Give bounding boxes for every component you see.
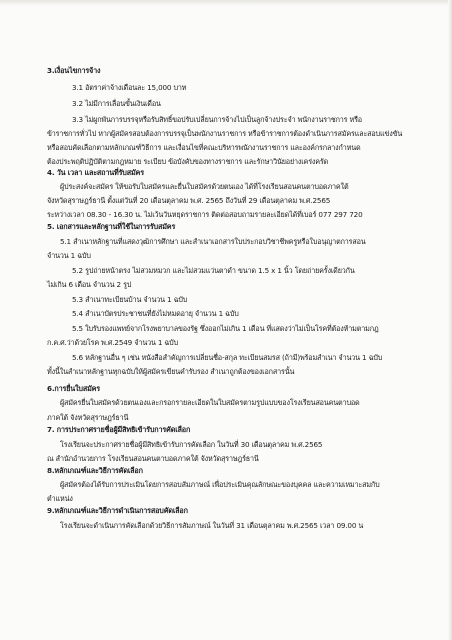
section-3-3-line2: ข้าราชการทั่วไป หากผู้สมัครสอบต้องการบรรจุเป็นพนักงานราชการ หรือข้าราชการต้องดำเนินการสมัครและสอบแข่งขัน: [47, 129, 403, 138]
section-6-line2: ภาคใต้ จังหวัดสุราษฎร์ธานี: [47, 413, 129, 422]
section-5-5-line1: 5.5 ใบรับรองแพทย์จากโรงพยาบาลของรัฐ ซึ่งออกไม่เกิน 1 เดือน ที่แสดงว่าไม่เป็นโรคที่ต้องห้ามตามกฎ: [72, 324, 379, 333]
section-5-5-line2: ก.ค.ศ.ว่าด้วยโรค พ.ศ.2549 จำนวน 1 ฉบับ: [47, 338, 178, 347]
section-7-heading: 7. การประกาศรายชื่อผู้มีสิทธิเข้ารับการคัดเลือก: [47, 425, 191, 434]
section-3-3-line1: 3.3 ไม่ผูกพันการบรรจุหรือรับสิทธิ์ขอปรับเปลี่ยนการจ้างไปเป็นลูกจ้างประจำ พนักงานราชการ หรือ: [72, 115, 362, 124]
section-5-3: 5.3 สำเนาทะเบียนบ้าน จำนวน 1 ฉบับ: [72, 295, 188, 304]
section-5-1-line1: 5.1 สำเนาหลักฐานที่แสดงวุฒิการศึกษา และสำเนาเอกสารใบประกอบวิชาชีพครูหรือใบอนุญาตการสอน: [60, 237, 366, 246]
section-6-heading: 6.การยื่นใบสมัคร: [47, 384, 101, 393]
section-3-2: 3.2 ไม่มีการเลื่อนขั้นเงินเดือน: [72, 99, 161, 108]
section-8-line2: ตำแหน่ง: [47, 494, 73, 503]
section-3-3-line3: หรือสอบคัดเลือกตามหลักเกณฑ์วิธีการ และเงื่อนไขที่คณะบริหารพนักงานราชการ และองค์กรกลางกำหนด: [47, 143, 361, 152]
section-5-2-line2: ไม่เกิน 6 เดือน จำนวน 2 รูป: [47, 280, 132, 289]
section-5-heading: 5. เอกสารและหลักฐานที่ใช้ในการรับสมัคร: [47, 222, 176, 231]
section-7-line2: ณ สำนักอำนวยการ โรงเรียนสอนคนตาบอดภาคใต้ จังหวัดสุราษฎร์ธานี: [47, 454, 259, 463]
section-4-heading: 4. วัน เวลา และสถานที่รับสมัคร: [47, 168, 144, 177]
section-3-heading: 3.เงื่อนไขการจ้าง: [47, 66, 101, 75]
section-8-heading: 8.หลักเกณฑ์และวิธีการคัดเลือก: [47, 466, 143, 475]
section-4-line3: ระหว่างเวลา 08.30 - 16.30 น. ไม่เว้นวันหยุดราชการ ติดต่อสอบถามรายละเอียดได้ที่เบอร์ 077 297 720: [47, 210, 363, 219]
section-5-2-line1: 5.2 รูปถ่ายหน้าตรง ไม่สวมหมวก และไม่สวมแว่นตาดำ ขนาด 1.5 x 1 นิ้ว โดยถ่ายครั้งเดียวกัน: [72, 266, 355, 275]
section-4-line2: จังหวัดสุราษฎร์ธานี ตั้งแต่วันที่ 20 เดือนตุลาคม พ.ศ. 2565 ถึงวันที่ 29 เดือนตุลาคม พ.ศ.2565: [47, 196, 331, 205]
section-3-1: 3.1 อัตราค่าจ้างเดือนละ 15,000 บาท: [72, 83, 187, 92]
section-5-6-line1: 5.6 หลักฐานอื่น ๆ เช่น หนังสือสำคัญการเปลี่ยนชื่อ-สกุล ทะเบียนสมรส (ถ้ามี)พร้อมสำเนา จำนวน 1 ฉบับ: [72, 353, 383, 362]
section-9-line1: โรงเรียนจะดำเนินการคัดเลือกด้วยวิธีการสัมภาษณ์ ในวันที่ 31 เดือนตุลาคม พ.ศ.2565 เวลา 09.00 น: [60, 521, 364, 530]
section-8-line1: ผู้สมัครต้องได้รับการประเมินโดยการสอบสัมภาษณ์ เพื่อประเมินคุณลักษณะของบุคคล และความเหมาะสมกับ: [60, 480, 380, 489]
scan-edge-right: [448, 0, 452, 640]
section-4-line1: ผู้ประสงค์จะสมัคร ให้ขอรับใบสมัครและยื่นใบสมัครด้วยตนเอง ได้ที่โรงเรียนสอนคนตาบอดภาคใต้: [60, 182, 349, 191]
section-3-3-line4: ต้องประพฤติปฏิบัติตามกฎหมาย ระเบียบ ข้อบังคับของทางราชการ และรักษาวินัยอย่างเคร่งครัด: [47, 157, 329, 166]
section-5-1-line2: จำนวน 1 ฉบับ: [47, 251, 91, 260]
section-7-line1: โรงเรียนจะประกาศรายชื่อผู้มีสิทธิเข้ารับการคัดเลือก ในวันที่ 30 เดือนตุลาคม พ.ศ.2565: [60, 440, 323, 449]
section-9-heading: 9.หลักเกณฑ์และวิธีการดำเนินการสอบคัดเลือก: [47, 506, 188, 515]
section-6-line1: ผู้สมัครยื่นใบสมัครด้วยตนเองและกรอกรายละเอียดในใบสมัครตามรูปแบบของโรงเรียนสอนคนตาบอด: [60, 398, 360, 407]
scan-edge-top: [0, 0, 452, 6]
section-5-6-line2: ทั้งนี้ในสำเนาหลักฐานทุกฉบับให้ผู้สมัครเขียนคำรับรอง สำเนาถูกต้องของเอกสารนั้น: [47, 367, 295, 376]
section-5-4: 5.4 สำเนาบัตรประชาชนที่ยังไม่หมดอายุ จำนวน 1 ฉบับ: [72, 309, 239, 318]
